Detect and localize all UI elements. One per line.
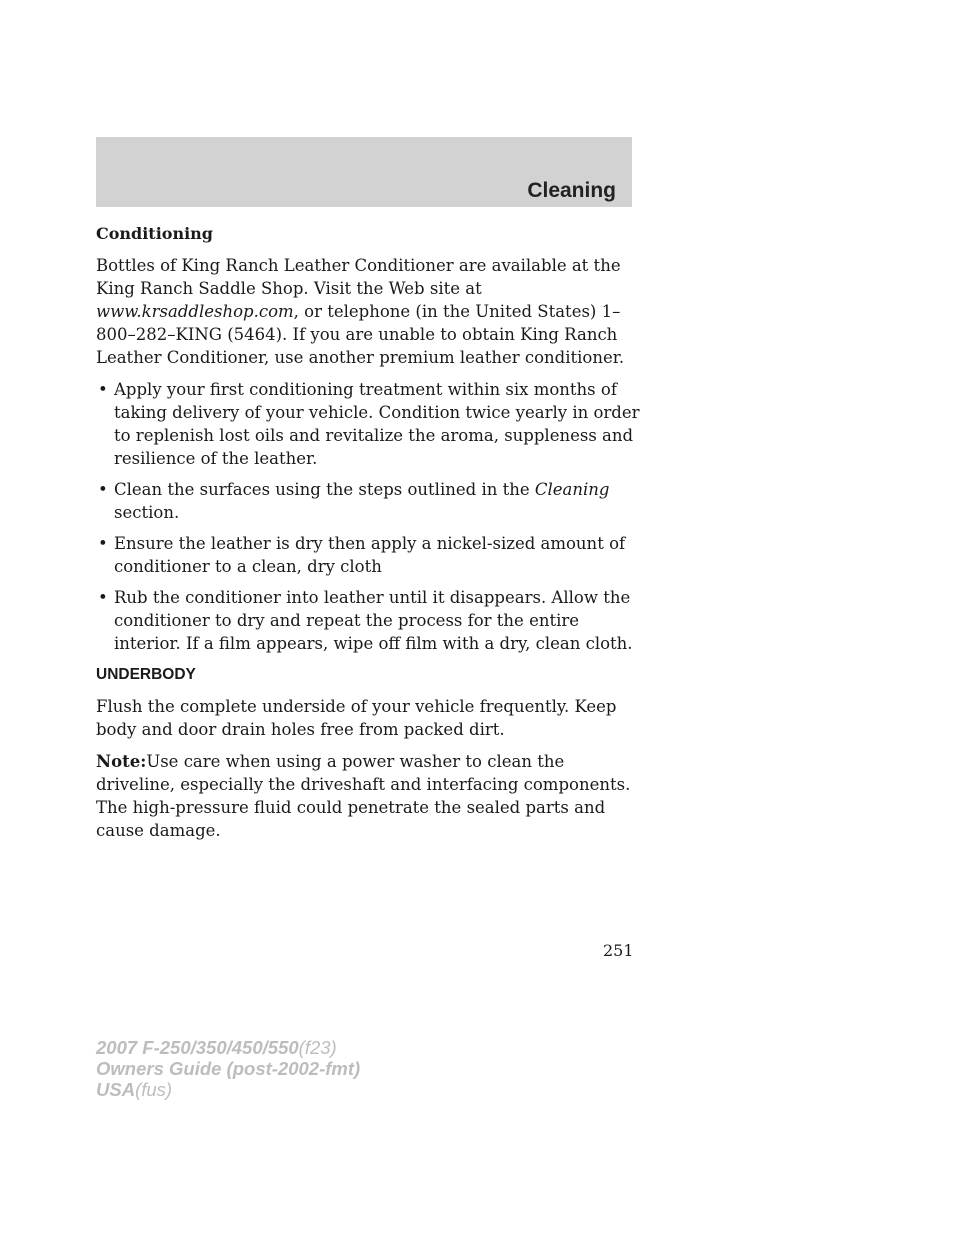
footer-line-region: USA(fus) bbox=[96, 1079, 173, 1100]
note-text: Use care when using a power washer to clean the driveline, especially the driveshaft and interfacing components. The high-pressure fluid could penetrate the sealed parts and cause damage. bbox=[96, 752, 631, 840]
bullet-icon: • bbox=[98, 380, 108, 399]
bullet-icon: • bbox=[98, 480, 108, 499]
saddle-shop-link[interactable]: www.krsaddleshop.com bbox=[96, 302, 294, 321]
section-title: Cleaning bbox=[527, 179, 616, 202]
list-item: • Clean the surfaces using the steps outlined in the Cleaning section. bbox=[98, 480, 610, 522]
list-item: • Rub the conditioner into leather until it disappears. Allow the conditioner to dry and repeat the process for the entire interior. If a film appears, wipe off film with a dry, clean cloth. bbox=[98, 588, 633, 653]
underbody-heading: UNDERBODY bbox=[96, 666, 196, 683]
document-footer bbox=[96, 1037, 360, 1100]
conditioning-intro: Bottles of King Ranch Leather Conditioner are available at the King Ranch Saddle Shop. Visit the Web site at www.krsaddleshop.com, or telephone (in the United States) 1–800–282–KING (5464). If you are unable to obtain King Ranch Leather Conditioner, use another premium leather conditioner. bbox=[96, 256, 625, 367]
note-label: Note: bbox=[96, 752, 147, 771]
section-header-band bbox=[96, 137, 632, 207]
cleaning-section-reference: Cleaning bbox=[534, 480, 610, 499]
underbody-note bbox=[96, 750, 641, 842]
list-item: • Apply your first conditioning treatment within six months of taking delivery of your vehicle. Condition twice yearly in order to replenish lost oils and revitalize the aroma, suppleness and resilience of the leather. bbox=[98, 380, 640, 468]
footer-line-model: 2007 F-250/350/450/550(f23) bbox=[96, 1037, 337, 1058]
page-number: 251 bbox=[603, 941, 634, 960]
conditioning-heading: Conditioning bbox=[96, 224, 213, 243]
bullet-icon: • bbox=[98, 588, 108, 607]
footer-line-guide: Owners Guide (post-2002-fmt) bbox=[96, 1058, 361, 1079]
conditioning-steps-list bbox=[96, 378, 641, 655]
bullet-icon: • bbox=[98, 534, 108, 553]
page-content bbox=[96, 222, 641, 851]
list-item: • Ensure the leather is dry then apply a nickel-sized amount of conditioner to a clean, dry cloth bbox=[98, 534, 626, 576]
underbody-paragraph: Flush the complete underside of your vehicle frequently. Keep body and door drain holes free from packed dirt. bbox=[96, 697, 617, 739]
